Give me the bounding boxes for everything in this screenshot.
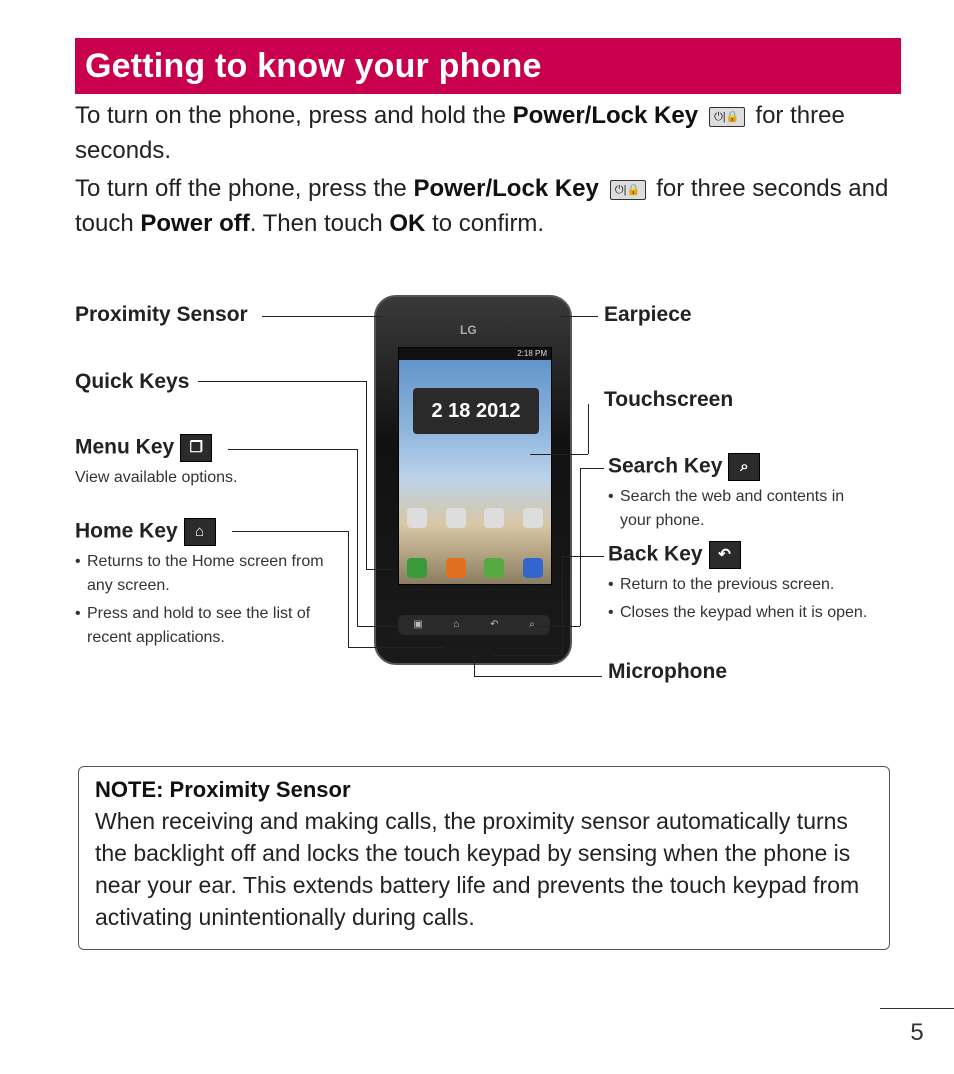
note-box	[78, 766, 890, 950]
page-title: Getting to know your phone	[85, 47, 542, 85]
power-lock-key-label: Power/Lock Key	[512, 102, 699, 129]
note-title: NOTE: Proximity Sensor	[95, 777, 351, 802]
section-header	[75, 38, 901, 94]
leader-line	[588, 404, 589, 454]
search-icon: ⌕	[728, 453, 760, 481]
list-item: • Closes the keypad when it is open.	[608, 601, 898, 625]
leader-line	[580, 468, 581, 626]
lg-logo: LG	[460, 323, 477, 337]
home-icon: ⌂	[184, 518, 216, 546]
leader-line	[348, 531, 349, 647]
contacts-app-icon	[446, 558, 466, 578]
menu-icon: ❐	[180, 434, 212, 462]
list-item: • Press and hold to see the list of recent applications.	[75, 602, 343, 650]
note-body: When receiving and making calls, the proximity sensor automatically turns the backlight off and locks the touch keypad by sensing when the phone is near your ear. This extends battery life and prevents the touch keypad from activating unintentionally during calls.	[95, 808, 860, 930]
menu-key-text: Menu Key	[75, 435, 175, 459]
page-number: 5	[880, 1008, 954, 1047]
phone-illustration	[374, 295, 572, 665]
search-key-bullets	[608, 485, 878, 533]
search-soft-key-icon: ⌕	[529, 619, 535, 630]
search-key-text: Search Key	[608, 454, 723, 478]
leader-line	[198, 381, 366, 382]
clock-widget: 2 18 2012	[413, 388, 539, 434]
leader-line	[562, 556, 563, 655]
menu-key-description: View available options.	[75, 469, 238, 486]
home-key-text: Home Key	[75, 519, 178, 543]
leader-line	[540, 626, 580, 627]
gmail-app-icon	[484, 508, 504, 528]
quick-keys-label: Quick Keys	[75, 370, 190, 393]
leader-line	[366, 569, 396, 570]
leader-line	[474, 676, 602, 677]
leader-line	[562, 556, 604, 557]
text: . Then touch	[249, 210, 383, 237]
text: for three seconds.	[75, 102, 845, 164]
list-item: • Search the web and contents in your phone.	[608, 485, 878, 533]
power-lock-key-icon: ⏻|🔒	[610, 180, 646, 200]
power-lock-key-label: Power/Lock Key	[413, 175, 599, 202]
home-key-label	[75, 518, 216, 546]
leader-line	[262, 316, 382, 317]
text: To turn on the phone, press and hold the	[75, 102, 506, 129]
leader-line	[348, 647, 444, 648]
leader-line	[228, 449, 357, 450]
status-bar: 2:18 PM	[399, 348, 551, 360]
apps-grid-icon	[523, 558, 543, 578]
leader-line	[580, 468, 604, 469]
dock-row	[407, 558, 543, 580]
touchscreen-label: Touchscreen	[604, 388, 734, 411]
menu-soft-key-icon: ▣	[413, 619, 423, 630]
phone-screen	[398, 347, 552, 585]
browser-app-icon	[407, 508, 427, 528]
microphone-label: Microphone	[608, 660, 727, 683]
text: for three seconds and touch	[75, 175, 889, 237]
phone-app-icon	[407, 558, 427, 578]
back-key-bullets	[608, 573, 898, 625]
power-off-paragraph	[75, 171, 905, 241]
power-lock-key-icon: ⏻|🔒	[709, 107, 745, 127]
text: to confirm.	[432, 210, 545, 237]
soft-keys	[398, 615, 550, 635]
menu-key-label	[75, 434, 212, 462]
power-on-paragraph	[75, 98, 905, 168]
maps-app-icon	[446, 508, 466, 528]
text: To turn off the phone, press the	[75, 175, 407, 202]
back-key-text: Back Key	[608, 542, 703, 566]
leader-line	[357, 449, 358, 626]
leader-line	[492, 655, 562, 656]
leader-line	[366, 381, 367, 569]
ok-label: OK	[389, 210, 426, 237]
earpiece-label: Earpiece	[604, 303, 692, 326]
back-key-label	[608, 541, 741, 569]
leader-line	[232, 531, 348, 532]
back-icon: ↶	[709, 541, 741, 569]
home-key-bullets	[75, 550, 343, 650]
leader-line	[357, 626, 402, 627]
app-row	[407, 508, 543, 530]
proximity-sensor-label: Proximity Sensor	[75, 303, 248, 326]
leader-line	[560, 316, 598, 317]
home-soft-key-icon: ⌂	[453, 619, 460, 630]
market-app-icon	[523, 508, 543, 528]
list-item: • Returns to the Home screen from any screen.	[75, 550, 343, 598]
messaging-app-icon	[484, 558, 504, 578]
back-soft-key-icon: ↶	[490, 619, 499, 630]
leader-line	[474, 660, 475, 676]
power-off-label: Power off	[140, 210, 250, 237]
list-item: • Return to the previous screen.	[608, 573, 898, 597]
search-key-label	[608, 453, 760, 481]
leader-line	[530, 454, 588, 455]
